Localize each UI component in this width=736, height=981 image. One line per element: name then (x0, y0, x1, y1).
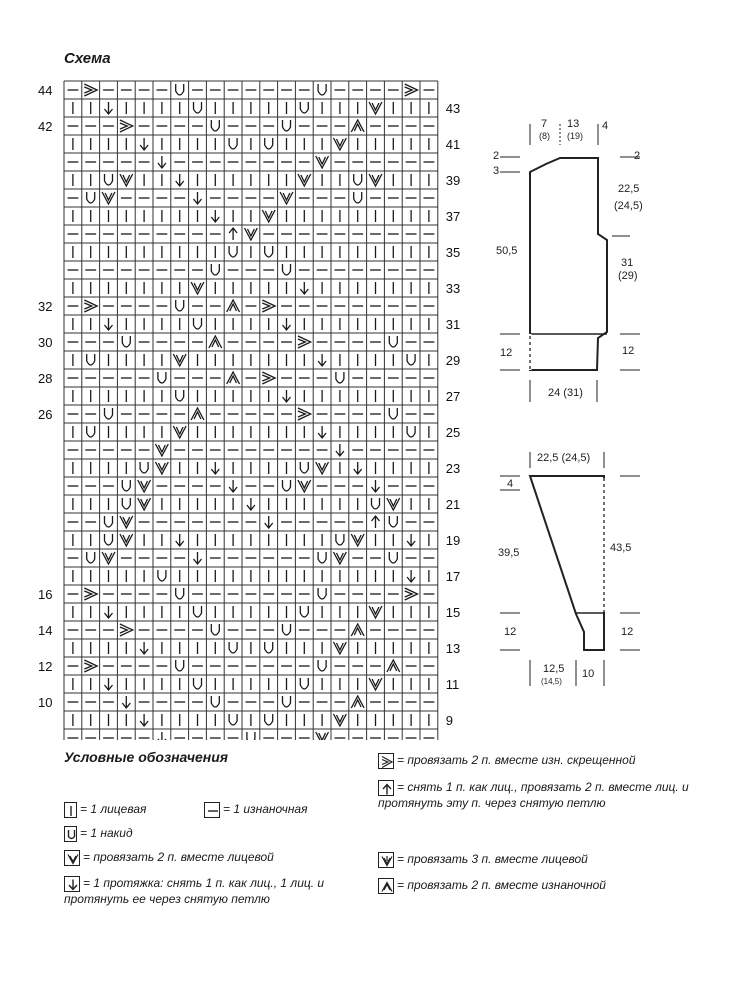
row-number-right: 37 (445, 209, 461, 224)
chart-stitch-ssk (336, 444, 344, 456)
chart-stitch-yo (194, 102, 202, 113)
chart-stitch-k2 (102, 552, 115, 564)
chart-stitch-yo (140, 462, 148, 473)
row-number-right: 31 (445, 317, 461, 332)
body-w1-alt: (8) (539, 131, 550, 141)
p2tog-icon (378, 878, 394, 894)
sleeve-cuff-right: 12 (621, 626, 634, 638)
chart-stitch-k2 (120, 174, 133, 186)
purl-symbol-icon (204, 802, 220, 818)
row-number-right: 43 (445, 101, 461, 116)
k2tog-icon (64, 850, 80, 866)
chart-stitch-ssk (211, 462, 219, 474)
chart-stitch-yo (194, 606, 202, 617)
chart-stitch-yo (300, 462, 308, 473)
body-hem-left: 12 (500, 347, 513, 359)
body-length-left: 50,5 (496, 245, 518, 257)
chart-stitch-yo (265, 642, 273, 653)
chart-stitch-ssk (158, 732, 166, 740)
chart-stitch-yo (265, 246, 273, 257)
chart-stitch-yo (389, 552, 397, 563)
chart-stitch-yo (176, 660, 184, 671)
chart-stitch-k2 (369, 678, 382, 690)
row-number-right: 41 (445, 137, 461, 152)
chart-stitch-p2 (191, 408, 204, 420)
chart-stitch-crossR (262, 372, 275, 384)
chart-stitch-yo (176, 300, 184, 311)
chart-stitch-yo (318, 84, 326, 95)
chart-stitch-k2 (156, 444, 169, 456)
chart-stitch-ssk (122, 696, 130, 708)
row-number-right: 25 (445, 425, 461, 440)
knit-symbol-icon (64, 802, 77, 818)
row-number-right: 39 (445, 173, 461, 188)
chart-stitch-k2 (138, 480, 151, 492)
chart-stitch-k2 (316, 156, 329, 168)
chart-stitch-crossR (120, 624, 133, 636)
chart-stitch-yo (176, 588, 184, 599)
cross-purl-icon (378, 753, 394, 769)
body-pattern-schematic (493, 118, 643, 402)
chart-stitch-yo (105, 408, 113, 419)
body-bottom-width: 24 (31) (548, 387, 583, 399)
chart-stitch-p2 (227, 300, 240, 312)
chart-stitch-ssk (105, 606, 113, 618)
row-number-right: 15 (445, 605, 461, 620)
sleeve-bottom-main: 12,5 (543, 663, 565, 675)
row-number-left: 16 (38, 587, 53, 602)
chart-stitch-yo (300, 678, 308, 689)
chart-stitch-yo (158, 372, 166, 383)
chart-stitch-k2 (173, 354, 186, 366)
body-side: 31 (621, 257, 634, 269)
chart-stitch-ssk (229, 480, 237, 492)
chart-stitch-k2 (120, 516, 133, 528)
body-w1: 7 (541, 118, 548, 130)
chart-stitch-crossR (298, 336, 311, 348)
chart-stitch-k2 (369, 606, 382, 618)
chart-stitch-yo (105, 174, 113, 185)
legend-sk2p: = снять 1 п. как лиц., провязать 2 п. вместе лиц. и протянуть эту п. через снятую петлю (378, 780, 689, 810)
chart-stitch-yo (122, 480, 130, 491)
sleeve-top-width: 22,5 (24,5) (537, 452, 591, 464)
chart-stitch-yo (176, 84, 184, 95)
chart-stitch-crossR (84, 300, 97, 312)
chart-stitch-k2 (369, 102, 382, 114)
chart-stitch-yo (122, 336, 130, 347)
chart-stitch-k2 (280, 192, 293, 204)
chart-stitch-ssk (354, 462, 362, 474)
legend-title: Условные обозначения (64, 749, 229, 765)
chart-stitch-yo (87, 552, 95, 563)
row-number-right: 11 (445, 677, 460, 692)
chart-stitch-sk2p (372, 516, 380, 528)
chart-stitch-crossR (84, 660, 97, 672)
sleeve-cuff-left: 12 (504, 626, 517, 638)
chart-stitch-k2 (369, 174, 382, 186)
chart-stitch-yo (194, 678, 202, 689)
chart-stitch-yo (283, 624, 291, 635)
chart-stitch-p2 (387, 660, 400, 672)
body-top-right: 2 (634, 150, 641, 162)
legend-ssk: = 1 протяжка: снять 1 п. как лиц., 1 лиц. и протянуть ее через снятую петлю (64, 876, 325, 906)
row-number-right: 33 (445, 281, 461, 296)
row-number-left: 44 (38, 83, 53, 98)
chart-stitch-yo (229, 138, 237, 149)
legend-p2tog: = провязать 2 п. вместе изнаночной (378, 878, 606, 894)
row-number-right: 17 (445, 569, 461, 584)
chart-stitch-ssk (318, 426, 326, 438)
body-side-alt: (29) (618, 270, 638, 282)
row-number-left: 10 (38, 695, 53, 710)
chart-stitch-yo (354, 192, 362, 203)
chart-stitch-k2 (298, 174, 311, 186)
chart-stitch-yo (407, 354, 415, 365)
chart-stitch-yo (105, 534, 113, 545)
chart-stitch-ssk (300, 282, 308, 294)
chart-stitch-crossR (262, 300, 275, 312)
chart-stitch-yo (283, 480, 291, 491)
row-number-right: 29 (445, 353, 461, 368)
row-number-left: 32 (38, 299, 53, 314)
legend-k3tog: = провязать 3 п. вместе лицевой (378, 852, 588, 868)
row-number-right: 21 (445, 497, 461, 512)
chart-stitch-crossR (298, 408, 311, 420)
chart-stitch-ssk (105, 102, 113, 114)
chart-stitch-k2 (316, 732, 329, 740)
chart-stitch-yo (229, 714, 237, 725)
body-w2-alt: (19) (567, 131, 584, 141)
chart-stitch-yo (158, 570, 166, 581)
chart-stitch-yo (389, 336, 397, 347)
chart-stitch-k2 (173, 426, 186, 438)
chart-stitch-yo (336, 534, 344, 545)
chart-stitch-yo (372, 498, 380, 509)
chart-stitch-yo (211, 696, 219, 707)
ssk-icon (64, 876, 80, 892)
chart-stitch-yo (194, 318, 202, 329)
row-number-right: 9 (445, 713, 454, 728)
schema-title: Схема (64, 50, 111, 67)
chart-stitch-k2 (245, 228, 258, 240)
body-outline (530, 158, 607, 370)
body-w2: 13 (567, 118, 580, 130)
chart-stitch-yo (318, 552, 326, 563)
chart-stitch-yo (247, 732, 255, 740)
chart-stitch-k2 (102, 192, 115, 204)
body-armhole-alt: (24,5) (614, 200, 643, 212)
chart-stitch-k2 (334, 138, 347, 150)
chart-stitch-yo (265, 138, 273, 149)
sleeve-cap: 4 (507, 478, 514, 490)
row-number-right: 27 (445, 389, 461, 404)
row-number-left: 28 (38, 371, 53, 386)
sk2p-icon (378, 780, 394, 796)
chart-stitch-p2 (351, 624, 364, 636)
chart-stitch-k2 (138, 498, 151, 510)
chart-stitch-k2 (387, 498, 400, 510)
chart-symbols (68, 84, 435, 740)
chart-stitch-ssk (283, 318, 291, 330)
row-number-right: 13 (445, 641, 461, 656)
chart-stitch-k2 (334, 714, 347, 726)
chart-stitch-yo (211, 624, 219, 635)
chart-stitch-yo (354, 174, 362, 185)
chart-stitch-yo (105, 516, 113, 527)
chart-stitch-ssk (140, 714, 148, 726)
body-top-left: 2 (493, 150, 500, 162)
chart-stitch-ssk (176, 534, 184, 546)
chart-stitch-p2 (351, 696, 364, 708)
chart-stitch-yo (389, 516, 397, 527)
chart-stitch-ssk (194, 192, 202, 204)
chart-stitch-yo (389, 408, 397, 419)
legend-knit: = 1 лицевая (64, 802, 146, 818)
row-number-left: 12 (38, 659, 53, 674)
chart-stitch-yo (87, 192, 95, 203)
row-number-right: 35 (445, 245, 461, 260)
chart-stitch-k2 (191, 282, 204, 294)
chart-stitch-k2 (298, 480, 311, 492)
body-w3: 4 (602, 120, 609, 132)
chart-stitch-yo (283, 120, 291, 131)
chart-stitch-k2 (334, 552, 347, 564)
chart-stitch-yo (211, 264, 219, 275)
chart-stitch-yo (283, 696, 291, 707)
yarn-over-icon (64, 826, 77, 842)
sleeve-outline (530, 476, 604, 650)
chart-stitch-k2 (156, 462, 169, 474)
chart-stitch-yo (229, 642, 237, 653)
body-armhole: 22,5 (618, 183, 640, 195)
chart-stitch-ssk (372, 480, 380, 492)
chart-stitch-ssk (318, 354, 326, 366)
sleeve-bottom-right: 10 (582, 668, 595, 680)
chart-stitch-p2 (209, 336, 222, 348)
chart-stitch-yo (300, 102, 308, 113)
chart-stitch-yo (229, 246, 237, 257)
k3tog-icon (378, 852, 394, 868)
chart-stitch-p2 (351, 120, 364, 132)
row-number-left: 42 (38, 119, 53, 134)
chart-stitch-crossR (120, 120, 133, 132)
chart-stitch-yo (318, 660, 326, 671)
chart-stitch-ssk (211, 210, 219, 222)
chart-stitch-p2 (227, 372, 240, 384)
chart-stitch-ssk (407, 570, 415, 582)
row-number-left: 26 (38, 407, 53, 422)
legend-cross-purl: = провязать 2 п. вместе изн. скрещенной (378, 753, 636, 769)
chart-stitch-crossR (405, 84, 418, 96)
row-number-right: 23 (445, 461, 461, 476)
chart-stitch-sk2p (229, 228, 237, 240)
chart-stitch-ssk (247, 498, 255, 510)
chart-stitch-yo (283, 264, 291, 275)
sleeve-length-right: 43,5 (610, 542, 632, 554)
sleeve-bottom-alt: (14,5) (541, 677, 562, 686)
chart-stitch-ssk (194, 552, 202, 564)
chart-stitch-k2 (351, 534, 364, 546)
chart-stitch-crossR (84, 588, 97, 600)
chart-stitch-yo (87, 426, 95, 437)
chart-stitch-yo (265, 714, 273, 725)
legend-purl: = 1 изнаночная (204, 802, 308, 818)
chart-stitch-ssk (283, 390, 291, 402)
chart-stitch-yo (122, 498, 130, 509)
row-number-right: 19 (445, 533, 461, 548)
legend-k2tog: = провязать 2 п. вместе лицевой (64, 850, 274, 866)
chart-stitch-yo (336, 372, 344, 383)
chart-stitch-k2 (316, 462, 329, 474)
chart-stitch-ssk (105, 678, 113, 690)
body-hem-right: 12 (622, 345, 635, 357)
chart-stitch-yo (318, 588, 326, 599)
chart-stitch-k2 (334, 642, 347, 654)
chart-stitch-ssk (176, 174, 184, 186)
sleeve-length-left: 39,5 (498, 547, 520, 559)
row-number-left: 14 (38, 623, 53, 638)
chart-stitch-yo (407, 426, 415, 437)
chart-stitch-ssk (140, 138, 148, 150)
chart-stitch-crossR (84, 84, 97, 96)
chart-stitch-ssk (265, 516, 273, 528)
legend-yo: = 1 накид (64, 826, 133, 842)
chart-stitch-yo (87, 354, 95, 365)
chart-stitch-yo (211, 120, 219, 131)
chart-stitch-ssk (407, 534, 415, 546)
chart-stitch-k2 (120, 534, 133, 546)
chart-stitch-k2 (262, 210, 275, 222)
chart-stitch-yo (300, 606, 308, 617)
row-number-left: 30 (38, 335, 53, 350)
sleeve-pattern-schematic (498, 452, 640, 686)
chart-stitch-ssk (105, 318, 113, 330)
chart-stitch-ssk (140, 642, 148, 654)
body-top-left-2: 3 (493, 165, 500, 177)
chart-stitch-yo (176, 390, 184, 401)
chart-stitch-ssk (158, 156, 166, 168)
chart-stitch-crossR (405, 588, 418, 600)
